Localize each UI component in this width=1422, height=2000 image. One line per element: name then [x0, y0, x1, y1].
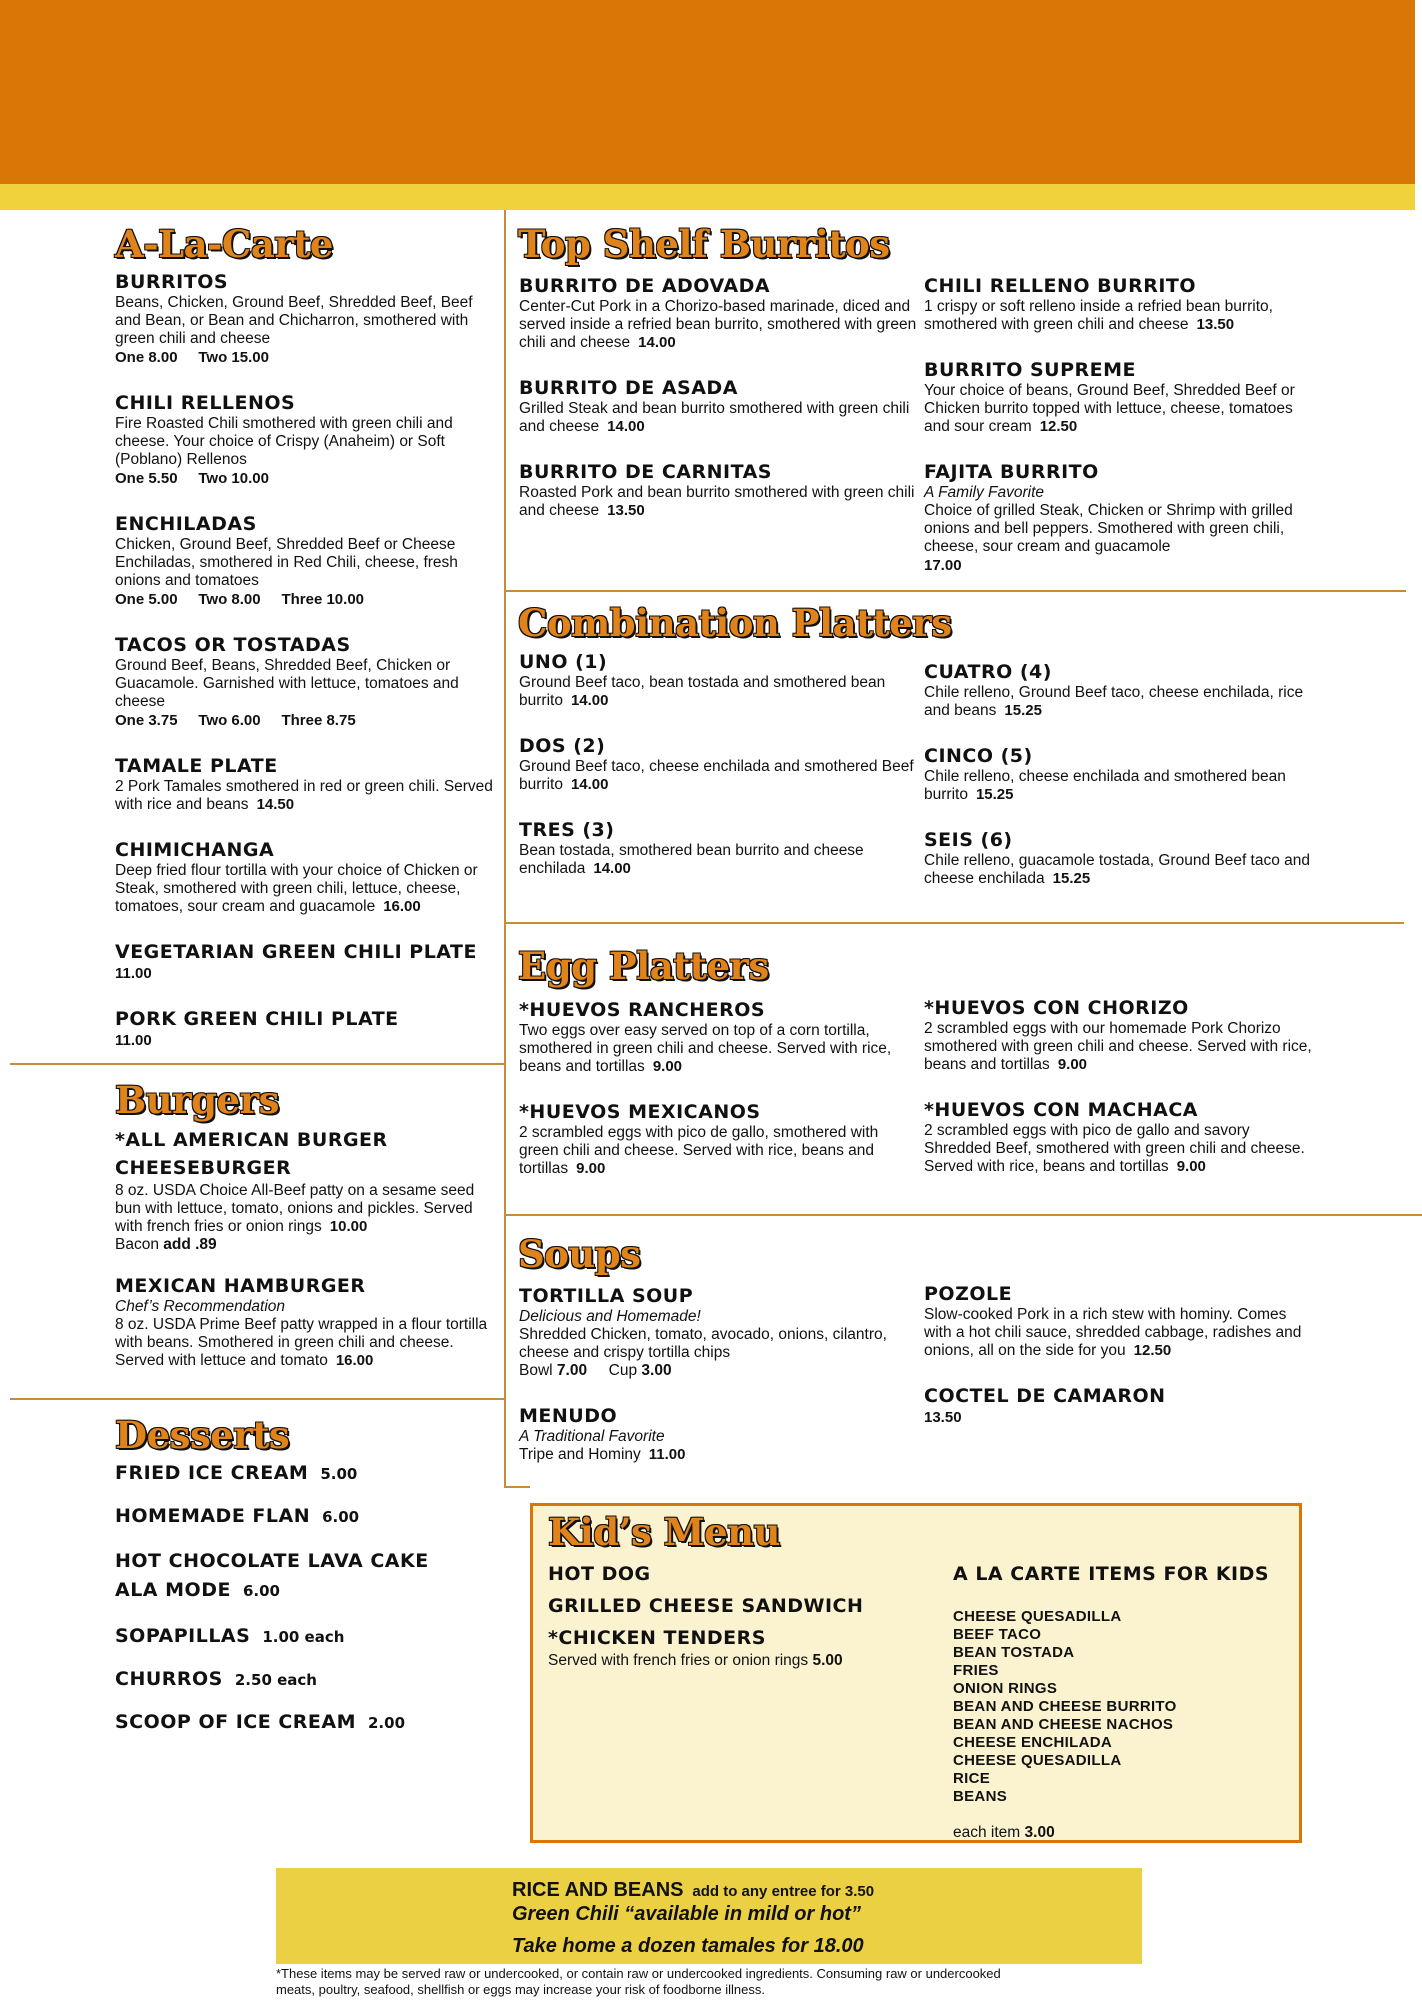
dessert-name: FRIED ICE CREAM	[115, 1462, 309, 1484]
kids-alacarte-item: BEAN AND CHEESE NACHOS	[953, 1716, 1174, 1733]
menu-item	[519, 998, 919, 1076]
item-name: ENCHILADAS	[115, 513, 257, 535]
item-name: CINCO (5)	[924, 745, 1033, 767]
item-name: SEIS (6)	[924, 829, 1013, 851]
item-price: 11.00	[648, 1446, 686, 1463]
item-name: UNO (1)	[519, 651, 608, 673]
item-desc-text: Tripe and Hominy	[519, 1446, 641, 1463]
dessert-name-2: ALA MODE	[115, 1579, 231, 1601]
item-price: 14.00	[607, 418, 645, 435]
item-desc	[519, 298, 919, 352]
item-name: *HUEVOS RANCHEROS	[519, 999, 766, 1021]
item-desc	[115, 862, 495, 916]
item-name: COCTEL DE CAMARON	[924, 1385, 1166, 1407]
item-price: 17.00	[924, 557, 962, 574]
item-tagline: Delicious and Homemade!	[519, 1308, 701, 1325]
item-price: 12.50	[1133, 1342, 1172, 1359]
menu-item	[519, 274, 919, 352]
menu-item	[519, 1100, 919, 1178]
item-desc	[519, 400, 919, 436]
item-price: 13.50	[1196, 316, 1235, 333]
item-name: BURRITO DE ADOVADA	[519, 275, 771, 297]
dessert-name: SCOOP OF ICE CREAM	[115, 1711, 356, 1733]
eggs-left-column	[519, 998, 919, 1202]
item-name: *ALL AMERICAN BURGER	[115, 1129, 388, 1151]
menu-item	[924, 1282, 1314, 1360]
kids-price: 5.00	[812, 1652, 843, 1669]
item-desc	[924, 768, 1314, 804]
kids-alacarte-item: CHEESE ENCHILADA	[953, 1734, 1112, 1751]
bacon-price: add .89	[163, 1236, 217, 1253]
item-name: PORK GREEN CHILI PLATE	[115, 1008, 399, 1030]
item-desc-text: 8 oz. USDA Prime Beef patty wrapped in a flour tortilla with beans. Smothered in green chili and cheese. Served with lettuce and tomato	[115, 1316, 488, 1369]
kids-alacarte-title: A LA CARTE ITEMS FOR KIDS	[953, 1563, 1270, 1585]
menu-item	[115, 1126, 495, 1254]
item-desc: Chicken, Ground Beef, Shredded Beef or Cheese Enchiladas, smothered in Red Chili, cheese, fresh onions and tomatoes	[115, 536, 458, 589]
dessert-price: 6.00	[322, 1508, 360, 1526]
dessert-name: SOPAPILLAS	[115, 1625, 251, 1647]
dessert-item	[115, 1461, 500, 1486]
item-name: TAMALE PLATE	[115, 755, 278, 777]
kids-alacarte-item: ONION RINGS	[953, 1680, 1058, 1697]
menu-item	[924, 744, 1314, 804]
item-name: MEXICAN HAMBURGER	[115, 1275, 366, 1297]
item-price: 9.00	[1057, 1056, 1088, 1073]
menu-item	[519, 650, 919, 710]
item-desc	[924, 852, 1314, 888]
kids-alacarte-item: RICE	[953, 1770, 991, 1787]
bacon-addon	[115, 1236, 495, 1254]
item-desc	[519, 1124, 919, 1178]
rice-beans-line	[512, 1878, 1112, 1902]
menu-item	[519, 818, 919, 878]
item-desc	[519, 1446, 919, 1464]
divider-combos-eggs	[504, 922, 1404, 924]
item-desc	[924, 1020, 1314, 1074]
item-name: MENUDO	[519, 1405, 618, 1427]
kids-alacarte-item: CHEESE QUESADILLA	[953, 1608, 1122, 1625]
menu-item	[115, 838, 495, 916]
item-desc-text: Your choice of beans, Ground Beef, Shredded Beef or Chicken burrito topped with lettuce, cheese, tomatoes and sour cream	[924, 382, 1295, 435]
item-price: 16.00	[383, 898, 421, 915]
topshelf-left-column	[519, 274, 919, 544]
disclaimer: *These items may be served raw or undercooked, or contain raw or undercooked ingredients. Consuming raw or undercooked meats, poultry, seafood, shellfish or eggs may increase your risk of foodborne illness.	[276, 1966, 1001, 1997]
item-name: CHILI RELLENOS	[115, 392, 296, 414]
item-price: 15.25	[975, 786, 1014, 803]
item-name: CUATRO (4)	[924, 661, 1052, 683]
item-desc-text: Chile relleno, Ground Beef taco, cheese enchilada, rice and beans	[924, 684, 1304, 719]
item-desc	[924, 1306, 1314, 1360]
menu-item	[924, 358, 1314, 436]
item-price: One 3.75 Two 6.00 Three 8.75	[115, 712, 356, 729]
divider-eggs-soups	[504, 1214, 1422, 1216]
menu-item	[115, 270, 495, 367]
item-price: One 5.00 Two 8.00 Three 10.00	[115, 591, 365, 608]
menu-item	[115, 754, 495, 814]
item-tagline: A Family Favorite	[924, 484, 1045, 501]
burgers-section	[115, 1078, 495, 1394]
menu-item	[115, 940, 495, 983]
kids-title: Kid’s Menu	[548, 1510, 780, 1554]
eggs-right-column	[924, 996, 1314, 1200]
item-desc-text: Roasted Pork and bean burrito smothered with green chili and cheese	[519, 484, 915, 519]
item-name: TRES (3)	[519, 819, 615, 841]
item-desc-text: Grilled Steak and bean burrito smothered with green chili and cheese	[519, 400, 910, 435]
dessert-price: 5.00	[320, 1465, 358, 1483]
menu-item	[924, 274, 1314, 334]
menu-item	[924, 828, 1314, 888]
item-desc-text: 2 scrambled eggs with our homemade Pork Chorizo smothered with green chili and cheese. Served with rice, beans and tortillas	[924, 1020, 1312, 1073]
kids-alacarte-item: BEAN AND CHEESE BURRITO	[953, 1698, 1177, 1715]
burgers-title: Burgers	[115, 1078, 279, 1122]
item-price: 14.50	[256, 796, 295, 813]
item-desc-text: Chile relleno, cheese enchilada and smothered bean burrito	[924, 768, 1286, 803]
menu-item	[115, 1007, 495, 1050]
item-desc-text: Ground Beef taco, bean tostada and smothered bean burrito	[519, 674, 886, 709]
kids-note	[548, 1652, 928, 1670]
footer-content	[512, 1878, 1112, 1958]
item-price	[519, 1362, 919, 1380]
dessert-item	[115, 1710, 500, 1735]
item-desc-text: Ground Beef taco, cheese enchilada and smothered Beef burrito	[519, 758, 914, 793]
item-name: *HUEVOS MEXICANOS	[519, 1101, 761, 1123]
item-desc-text: Bean tostada, smothered bean burrito and cheese enchilada	[519, 842, 864, 877]
item-name: BURRITOS	[115, 271, 229, 293]
soups-left-column	[519, 1284, 919, 1488]
item-price: 12.50	[1039, 418, 1078, 435]
desserts-section	[115, 1413, 500, 1753]
item-desc-text: 2 scrambled eggs with pico de gallo and savory Shredded Beef, smothered with green chili and cheese. Served with rice, beans and tortillas	[924, 1122, 1305, 1175]
item-price: 11.00	[115, 1032, 152, 1049]
divider-burgers-desserts	[10, 1398, 504, 1400]
menu-item	[115, 391, 495, 488]
dessert-price: 2.00	[368, 1714, 406, 1732]
item-desc	[519, 758, 919, 794]
item-name: TACOS OR TOSTADAS	[115, 634, 351, 656]
item-name: *HUEVOS CON CHORIZO	[924, 997, 1189, 1019]
eggs-title: Egg Platters	[518, 944, 769, 988]
item-price: 10.00	[329, 1218, 368, 1235]
item-price: 14.00	[570, 692, 609, 709]
tamales-note: Take home a dozen tamales for 18.00	[512, 1935, 864, 1957]
item-price: 14.00	[593, 860, 631, 877]
dessert-price: 2.50 each	[234, 1671, 317, 1689]
item-price: 16.00	[335, 1352, 374, 1369]
menu-item	[924, 460, 1314, 575]
kids-item: GRILLED CHEESE SANDWICH	[548, 1595, 864, 1617]
topshelf-title: Top Shelf Burritos	[518, 222, 890, 266]
item-desc-text: Center-Cut Pork in a Chorizo-based marinade, diced and served inside a refried bean burrito, smothered with green chili and cheese	[519, 298, 917, 351]
dessert-item	[115, 1547, 500, 1606]
kids-alacarte-item: BEEF TACO	[953, 1626, 1042, 1643]
bowl-label: Bowl	[519, 1362, 553, 1379]
menu-item	[924, 660, 1314, 720]
alacarte-section	[115, 222, 495, 1074]
menu-item	[519, 734, 919, 794]
dessert-name: HOMEMADE FLAN	[115, 1505, 311, 1527]
cup-label: Cup	[608, 1362, 638, 1379]
kids-each-price	[953, 1824, 1283, 1842]
item-desc: Fire Roasted Chili smothered with green chili and cheese. Your choice of Crispy (Anaheim) or Soft (Poblano) Rellenos	[115, 415, 453, 468]
desserts-title: Desserts	[115, 1413, 290, 1457]
item-name: CHEESEBURGER	[115, 1157, 292, 1179]
item-name: TORTILLA SOUP	[519, 1285, 694, 1307]
item-desc-text: 8 oz. USDA Choice All-Beef patty on a sesame seed bun with lettuce, tomato, onions and pickles. Served with french fries or onion rings	[115, 1182, 475, 1235]
menu-item	[924, 996, 1314, 1074]
item-price: 13.50	[607, 502, 645, 519]
soups-right-column	[924, 1282, 1314, 1451]
item-name: *HUEVOS CON MACHACA	[924, 1099, 1198, 1121]
item-name: BURRITO SUPREME	[924, 359, 1137, 381]
item-desc: Choice of grilled Steak, Chicken or Shrimp with grilled onions and bell peppers. Smothered with green chili, cheese, sour cream and guacamole	[924, 502, 1293, 555]
dessert-name: CHURROS	[115, 1668, 223, 1690]
item-desc-text: Two eggs over easy served on top of a corn tortilla, smothered in green chili and cheese. Served with rice, beans and tortillas	[519, 1022, 892, 1075]
item-name: POZOLE	[924, 1283, 1013, 1305]
dessert-price: 1.00 each	[262, 1628, 345, 1646]
kids-alacarte-item: BEANS	[953, 1788, 1008, 1805]
item-name: CHIMICHANGA	[115, 839, 275, 861]
item-price: 14.00	[638, 334, 676, 351]
item-desc: Beans, Chicken, Ground Beef, Shredded Beef, Beef and Bean, or Bean and Chicharron, smothered with green chili and cheese	[115, 294, 473, 347]
item-desc-text: 1 crispy or soft relleno inside a refried bean burrito, smothered with green chili and cheese	[924, 298, 1273, 333]
item-name: CHILI RELLENO BURRITO	[924, 275, 1197, 297]
rice-beans-note: add to any entree for 3.50	[692, 1883, 875, 1900]
item-price: 9.00	[652, 1058, 683, 1075]
kids-each-label: each item	[953, 1824, 1021, 1841]
combos-right-column	[924, 660, 1314, 912]
kids-left-column	[548, 1562, 928, 1670]
item-name: BURRITO DE ASADA	[519, 377, 738, 399]
menu-item	[519, 376, 919, 436]
alacarte-title: A-La-Carte	[115, 222, 333, 266]
kids-note-text: Served with french fries or onion rings	[548, 1652, 809, 1669]
dessert-price: 6.00	[242, 1582, 280, 1600]
dessert-item	[115, 1504, 500, 1529]
menu-item	[115, 512, 495, 609]
item-price: 15.25	[1052, 870, 1091, 887]
kids-alacarte-item: CHEESE QUESADILLA	[953, 1752, 1122, 1769]
rice-beans-name: RICE AND BEANS	[512, 1879, 684, 1901]
cup-price: 3.00	[641, 1362, 672, 1379]
menu-item	[924, 1098, 1314, 1176]
kids-each-value: 3.00	[1024, 1824, 1055, 1841]
item-desc	[924, 382, 1314, 436]
kids-menu-box	[530, 1503, 1302, 1843]
header-yellow-band	[0, 184, 1415, 210]
item-desc-text: 2 Pork Tamales smothered in red or green chili. Served with rice and beans	[115, 778, 493, 813]
dessert-item	[115, 1667, 500, 1692]
footer-box	[276, 1868, 1142, 1964]
item-desc-text: Deep fried flour tortilla with your choice of Chicken or Steak, smothered with green chili, lettuce, cheese, tomatoes, sour cream and guacamole	[115, 862, 478, 915]
soups-title: Soups	[518, 1232, 641, 1276]
item-desc	[519, 484, 919, 520]
menu-item	[519, 1284, 919, 1380]
item-price: 11.00	[115, 965, 152, 982]
item-name: FAJITA BURRITO	[924, 461, 1099, 483]
item-name: VEGETARIAN GREEN CHILI PLATE	[115, 941, 477, 963]
item-desc-text: Slow-cooked Pork in a rich stew with hominy. Comes with a hot chili sauce, shredded cabbage, radishes and onions, all on the side for you	[924, 1306, 1302, 1359]
item-name: DOS (2)	[519, 735, 606, 757]
bacon-label: Bacon	[115, 1236, 159, 1253]
kids-right-column	[953, 1562, 1283, 1842]
item-price: 15.25	[1004, 702, 1042, 719]
item-tagline: Chef’s Recommendation	[115, 1298, 286, 1315]
item-desc: Ground Beef, Beans, Shredded Beef, Chicken or Guacamole. Garnished with lettuce, tomatoes and cheese	[115, 657, 459, 710]
item-desc	[115, 1316, 495, 1370]
item-desc	[519, 842, 919, 878]
item-desc	[924, 298, 1314, 334]
kids-item: *CHICKEN TENDERS	[548, 1627, 766, 1649]
menu-item	[115, 1274, 495, 1370]
kids-item: HOT DOG	[548, 1563, 651, 1585]
item-price: 9.00	[576, 1160, 606, 1177]
item-desc	[519, 674, 919, 710]
item-desc	[924, 1122, 1314, 1176]
item-price: 14.00	[570, 776, 609, 793]
menu-item	[115, 633, 495, 730]
menu-item	[519, 1404, 919, 1464]
item-price: One 8.00 Two 15.00	[115, 349, 269, 366]
item-price: One 5.50 Two 10.00	[115, 470, 269, 487]
dessert-item	[115, 1624, 500, 1649]
item-price: 9.00	[1176, 1158, 1206, 1175]
menu-item	[924, 1384, 1314, 1427]
combos-left-column	[519, 650, 919, 902]
kids-alacarte-item: FRIES	[953, 1662, 999, 1679]
dessert-name: HOT CHOCOLATE LAVA CAKE	[115, 1550, 429, 1572]
item-desc	[924, 684, 1314, 720]
kids-alacarte-item: BEAN TOSTADA	[953, 1644, 1075, 1661]
column-divider	[504, 210, 506, 1488]
item-desc	[519, 1022, 919, 1076]
item-name: BURRITO DE CARNITAS	[519, 461, 772, 483]
topshelf-right-column	[924, 274, 1314, 599]
menu-item	[519, 460, 919, 520]
item-desc: Shredded Chicken, tomato, avocado, onions, cilantro, cheese and crispy tortilla chips	[519, 1326, 887, 1361]
item-desc	[115, 1182, 495, 1236]
item-price: 13.50	[924, 1409, 962, 1426]
item-desc-text: Chile relleno, guacamole tostada, Ground Beef taco and cheese enchilada	[924, 852, 1311, 887]
header-orange-bar	[0, 0, 1415, 184]
bowl-price: 7.00	[556, 1362, 588, 1379]
item-desc	[115, 778, 495, 814]
item-desc-text: 2 scrambled eggs with pico de gallo, smothered with green chili and cheese. Served with rice, beans and tortillas	[519, 1124, 879, 1177]
item-tagline: A Traditional Favorite	[519, 1428, 665, 1445]
combos-title: Combination Platters	[518, 601, 952, 645]
green-chili-note: Green Chili “available in mild or hot”	[512, 1903, 861, 1925]
